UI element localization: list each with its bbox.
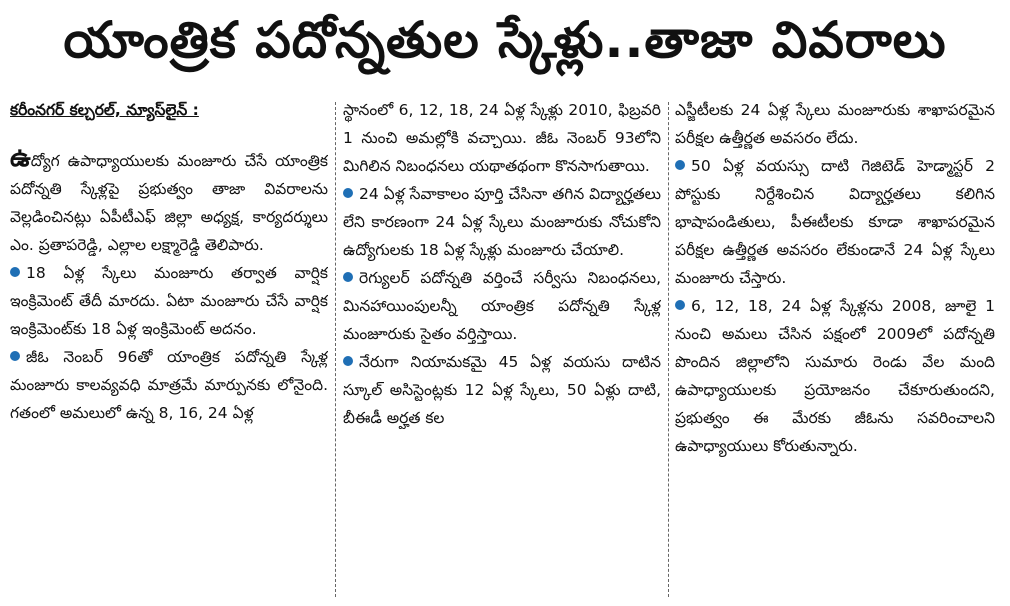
article-body bbox=[10, 96, 998, 601]
bullet-point bbox=[343, 264, 661, 348]
article-column-2 bbox=[343, 96, 661, 601]
bullet-text: 6, 12, 18, 24 ఏళ్ల స్కేళ్లను 2008, జూలై 1 నుంచి అమలు చేసిన పక్షంలో 2009లో పదోన్నతి పొందిన జిల్లాలోని సుమారు రెండు వేల మంది ఉపాధ్యాయులకు ప్రయోజనం చేకూరుతుందని, ప్రభుత్వం ఈ మేరకు జీఓను సవరించాలని ఉపాధ్యాయులు కోరుతున్నారు. bbox=[675, 297, 995, 455]
bullet-point bbox=[10, 259, 328, 343]
bullet-point bbox=[675, 292, 995, 460]
bullet-text: 50 ఏళ్ల వయస్సు దాటి గెజిటెడ్ హెడ్మాస్టర్ 2 పోస్టుకు నిర్దేశించిన విద్యార్హతలు కలిగిన భాషాపండితులు, పీఈటీలకు కూడా శాఖాపరమైన పరీక్షల ఉత్తీర్ణత అవసరం లేకుండానే 24 ఏళ్ల స్కేలు మంజూరు చేస్తారు. bbox=[675, 157, 995, 287]
bullet-point bbox=[343, 348, 661, 432]
bullet-text: జీఓ నెంబర్ 96తో యాంత్రిక పదోన్నతి స్కేళ్ల మంజూరు కాలవ్యవధి మాత్రమే మార్పునకు లోనైంది. గతంలో అమలులో ఉన్న 8, 16, 24 ఏళ్ల bbox=[10, 348, 328, 422]
bullet-point bbox=[675, 152, 995, 292]
drop-cap: ఉ bbox=[10, 143, 31, 173]
bullet-text: 24 ఏళ్ల సేవాకాలం పూర్తి చేసినా తగిన విద్యార్హతలు లేని కారణంగా 24 ఏళ్ల స్కేలు మంజూరుకు నోచుకోని ఉద్యోగులకు 18 ఏళ్ల స్కేళ్లు మంజూరు చేయాలి. bbox=[343, 185, 661, 259]
bullet-text: నేరుగా నియామకమై 45 ఏళ్ల వయసు దాటిన స్కూల్ అసిస్టెంట్లకు 12 ఏళ్ల స్కేలు, 50 ఏళ్లు దాటి, బీఈడీ అర్హత కల bbox=[343, 353, 661, 427]
continued-paragraph: స్థానంలో 6, 12, 18, 24 ఏళ్ల స్కేళ్లు 2010, ఫిబ్రవరి 1 నుంచి అమల్లోకి వచ్చాయి. జీఓ నెంబర్ 93లోని మిగిలిన నిబంధనలు యథాతథంగా కొనసాగుతాయి. bbox=[343, 101, 661, 175]
bullet-icon bbox=[343, 356, 353, 366]
continued-paragraph: ఎస్జీటీలకు 24 ఏళ్ల స్కేలు మంజూరుకు శాఖాపరమైన పరీక్షల ఉత్తీర్ణత అవసరం లేదు. bbox=[675, 101, 995, 147]
bullet-icon bbox=[343, 272, 353, 282]
intro-text: ద్యోగ ఉపాధ్యాయులకు మంజూరు చేసే యాంత్రిక పదోన్నతి స్కేళ్లపై ప్రభుత్వం తాజా వివరాలను వెల్లడించినట్లు ఏపీటీఎఫ్ జిల్లా అధ్యక్ష, కార్యదర్శులు ఎం. ప్రతాపరెడ్డి, ఎల్లాల లక్ష్మారెడ్డి తెలిపారు. bbox=[10, 152, 328, 254]
column-divider bbox=[668, 102, 669, 597]
column-divider bbox=[335, 102, 336, 597]
bullet-text: రెగ్యులర్ పదోన్నతి వర్తించే సర్వీసు నిబంధనలు, మినహాయింపులన్నీ యాంత్రిక పదోన్నతి స్కేళ్ల మంజూరుకు సైతం వర్తిస్తాయి. bbox=[343, 269, 661, 343]
bullet-text: 18 ఏళ్ల స్కేలు మంజూరు తర్వాత వార్షిక ఇంక్రిమెంట్ తేదీ మారదు. ఏటా మంజూరు చేసే వార్షిక ఇంక్రిమెంట్‌కు 18 ఏళ్ల ఇంక్రిమెంట్ అదనం. bbox=[10, 264, 328, 338]
bullet-point bbox=[10, 343, 328, 427]
article-column-3 bbox=[675, 96, 995, 601]
bullet-icon bbox=[10, 267, 20, 277]
intro-paragraph bbox=[10, 144, 328, 259]
article-headline: యాంత్రిక పదోన్నతుల స్కేళ్లు..తాజా వివరాలు bbox=[63, 10, 947, 69]
bullet-icon bbox=[675, 160, 685, 170]
article-column-1 bbox=[10, 96, 328, 601]
bullet-point bbox=[343, 180, 661, 264]
bullet-icon bbox=[10, 351, 20, 361]
bullet-icon bbox=[343, 188, 353, 198]
bullet-icon bbox=[675, 300, 685, 310]
dateline: కరీంనగర్ కల్చరల్, న్యూస్‌లైన్ : bbox=[10, 101, 199, 119]
